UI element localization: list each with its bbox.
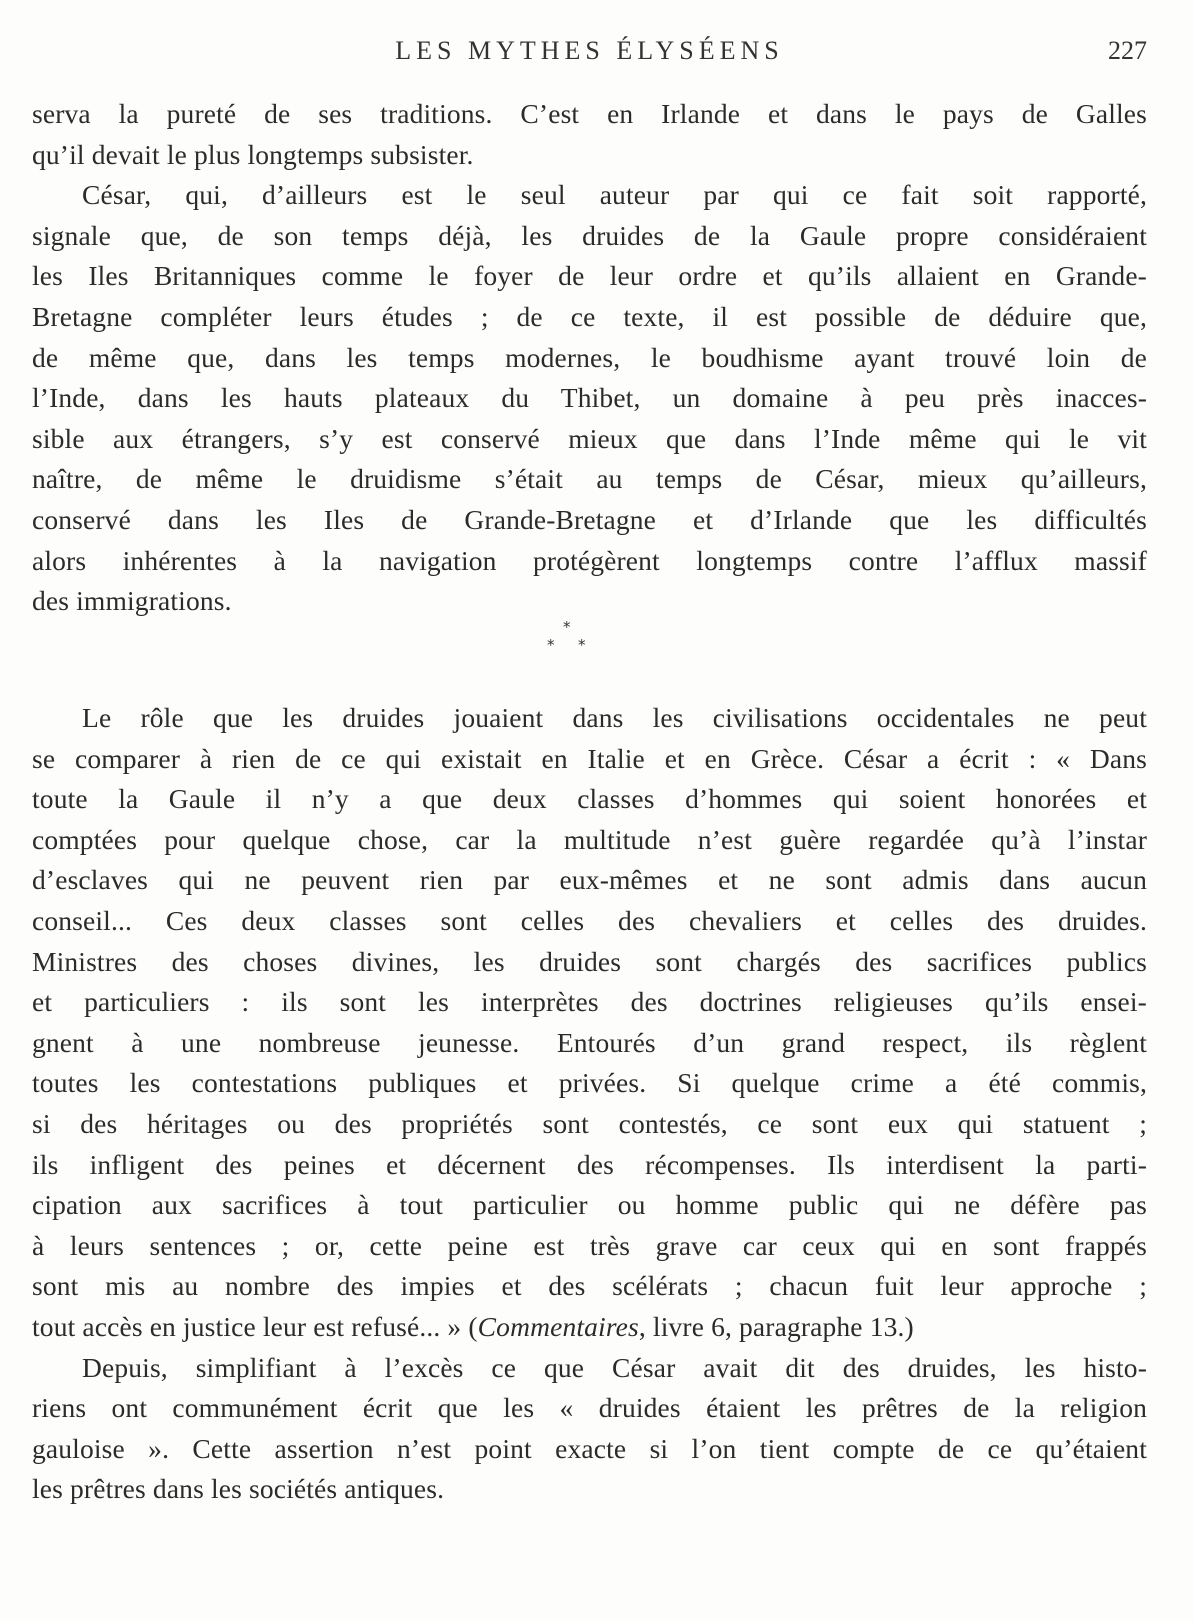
page-number: 227 (1108, 36, 1147, 65)
text-line: naître, de même le druidisme s’était au temps de César, mieux qu’ailleurs, (32, 463, 1147, 495)
text-line: Le rôle que les druides jouaient dans les civilisations occidentales ne peut (82, 702, 1147, 733)
asterism-star: * (563, 618, 571, 636)
text-line: ils infligent des peines et décernent des récompenses. Ils interdisent la parti- (32, 1148, 1147, 1180)
text-line: toutes les contestations publiques et privées. Si quelque crime a été commis, (32, 1067, 1147, 1099)
text-line: serva la pureté de ses traditions. C’est en Irlande et dans le pays de Galles (32, 98, 1147, 129)
page-header (32, 36, 1147, 72)
text-line: alors inhérentes à la navigation protégèrent longtemps contre l’afflux massif (32, 544, 1147, 576)
citation-text-after: , livre 6, paragraphe 13.) (638, 1310, 914, 1342)
text-line: à leurs sentences ; or, cette peine est très grave car ceux qui en sont frappés (32, 1229, 1147, 1261)
text-section-1 (32, 94, 1147, 622)
text-line: signale que, de son temps déjà, les druides de la Gaule propre considéraient (32, 219, 1147, 251)
text-line: si des héritages ou des propriétés sont contestés, ce sont eux qui statuent ; (32, 1107, 1147, 1139)
text-line: sont mis au nombre des impies et des scélérats ; chacun fuit leur approche ; (32, 1270, 1147, 1302)
text-section-2 (32, 698, 1147, 1510)
text-line: l’Inde, dans les hauts plateaux du Thibet, un domaine à peu près inacces- (32, 382, 1147, 414)
text-line: les Iles Britanniques comme le foyer de leur ordre et qu’ils allaient en Grande- (32, 260, 1147, 292)
text-line: Depuis, simplifiant à l’excès ce que César avait dit des druides, les histo- (82, 1351, 1147, 1383)
text-line: Ministres des choses divines, les druides sont chargés des sacrifices publics (32, 945, 1147, 977)
text-line: Bretagne compléter leurs études ; de ce texte, il est possible de déduire que, (32, 300, 1147, 332)
asterism-star: * (547, 636, 555, 654)
text-line: des immigrations. (32, 585, 232, 617)
text-line: toute la Gaule il n’y a que deux classes d’hommes qui soient honorées et (32, 783, 1147, 815)
text-line: gnent à une nombreuse jeunesse. Entourés d’un grand respect, ils règlent (32, 1026, 1147, 1058)
text-line: d’esclaves qui ne peuvent rien par eux-mêmes et ne sont admis dans aucun (32, 864, 1147, 896)
text-line: conservé dans les Iles de Grande-Bretagne et d’Irlande que les difficultés (32, 503, 1147, 535)
text-line: César, qui, d’ailleurs est le seul auteur par qui ce fait soit rapporté, (82, 179, 1147, 211)
text-line: de même que, dans les temps modernes, le boudhisme ayant trouvé loin de (32, 341, 1147, 373)
text-line: riens ont communément écrit que les « druides étaient les prêtres de la religion (32, 1392, 1147, 1424)
work-title: Commentaires (477, 1310, 639, 1342)
text-line: cipation aux sacrifices à tout particulier ou homme public qui ne défère pas (32, 1189, 1147, 1221)
text-line: qu’il devait le plus longtemps subsister. (32, 138, 474, 170)
running-title: LES MYTHES ÉLYSÉENS (395, 36, 784, 65)
text-line: sible aux étrangers, s’y est conservé mieux que dans l’Inde même qui le vit (32, 422, 1147, 454)
text-line: et particuliers : ils sont les interprètes des doctrines religieuses qu’ils ensei- (32, 986, 1147, 1018)
text-line: gauloise ». Cette assertion n’est point exacte si l’on tient compte de ce qu’étaient (32, 1432, 1147, 1464)
citation-text-before: tout accès en justice leur est refusé... » ( (32, 1310, 478, 1342)
text-line: les prêtres dans les sociétés antiques. (32, 1473, 445, 1505)
asterism-star: * (578, 636, 586, 654)
text-line: comptées pour quelque chose, car la multitude n’est guère regardée qu’à l’instar (32, 823, 1147, 855)
text-line: se comparer à rien de ce qui existait en Italie et en Grèce. César a écrit : « Dans (32, 742, 1147, 774)
text-line: conseil... Ces deux classes sont celles des chevaliers et celles des druides. (32, 904, 1147, 936)
asterism-divider (0, 618, 1194, 666)
citation-line (32, 1307, 1147, 1348)
